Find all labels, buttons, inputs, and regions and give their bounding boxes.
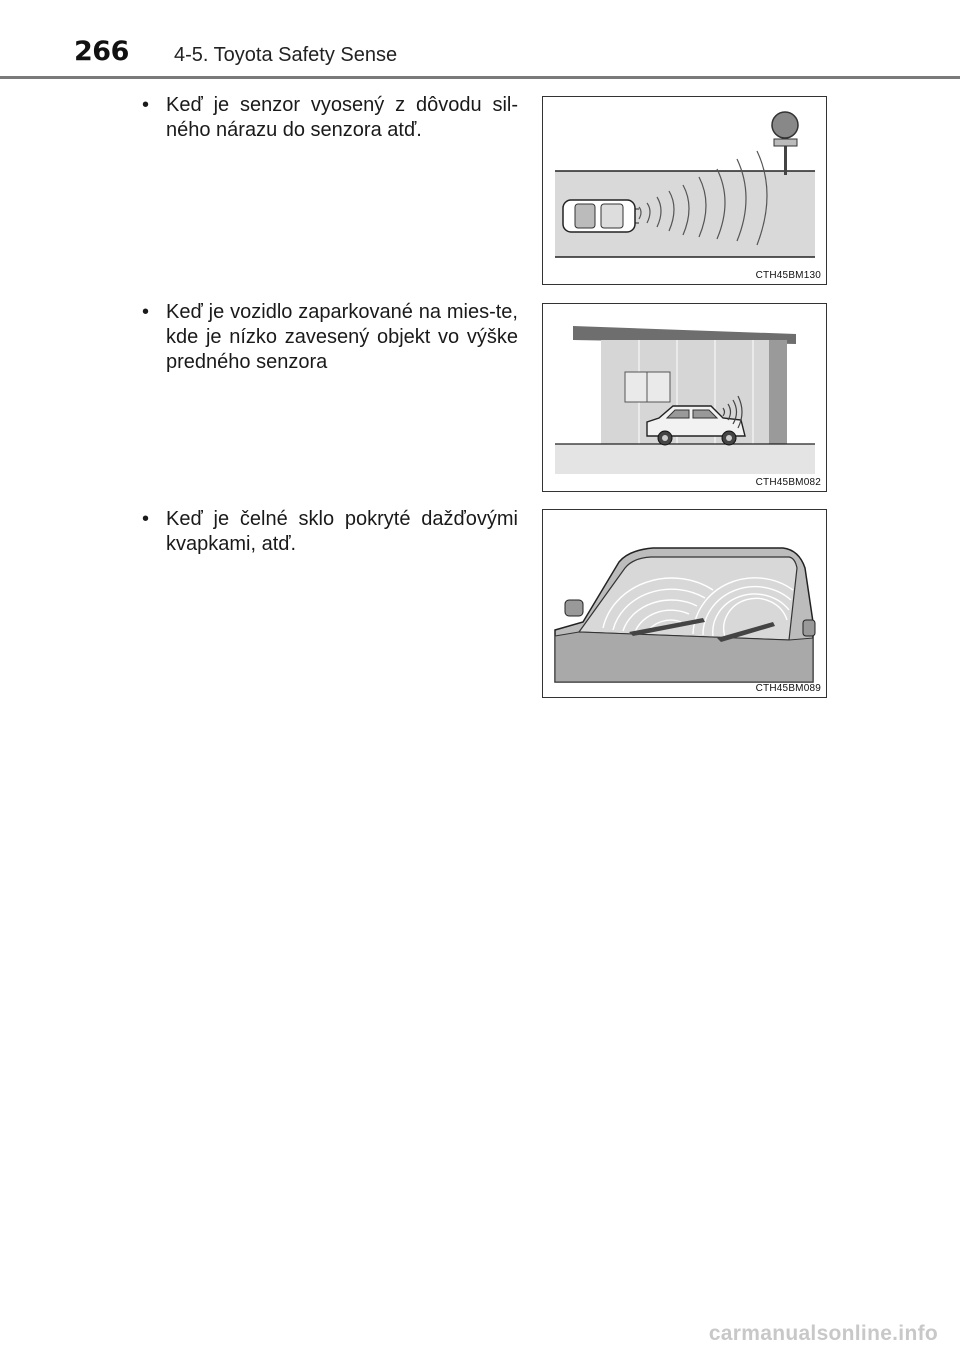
item-text: Keď je vozidlo zaparkované na mies-te, kde je nízko zavesený objekt vo výške predného senzora [166,301,518,373]
item-text: Keď je senzor vyosený z dôvodu sil-ného nárazu do senzora atď. [166,94,518,141]
figure-parked-under-object [542,303,827,492]
car-sensor-misaligned-illustration [543,97,826,284]
figure-code: CTH45BM082 [755,477,821,488]
header-rule [0,76,960,79]
bullet: • [142,508,150,530]
windshield-rain-illustration [543,510,826,697]
figure-code: CTH45BM089 [755,683,821,694]
car-icon [563,200,639,232]
page-number: 266 [74,36,129,67]
list-item-windshield-rain [142,507,518,557]
car-parked-under-overhang-illustration [543,304,826,491]
section-title: 4-5. Toyota Safety Sense [174,44,398,66]
figure-code: CTH45BM130 [755,270,821,281]
item-text: Keď je čelné sklo pokryté dažďovými kvapkami, atď. [166,508,518,555]
page-header [0,0,960,80]
list-item-sensor-misaligned [142,93,518,143]
bullet: • [142,301,150,323]
bullet: • [142,94,150,116]
list-item-parked-under-object [142,300,518,375]
figure-sensor-misaligned [542,96,827,285]
figure-windshield-rain [542,509,827,698]
watermark: carmanualsonline.info [708,1322,938,1345]
